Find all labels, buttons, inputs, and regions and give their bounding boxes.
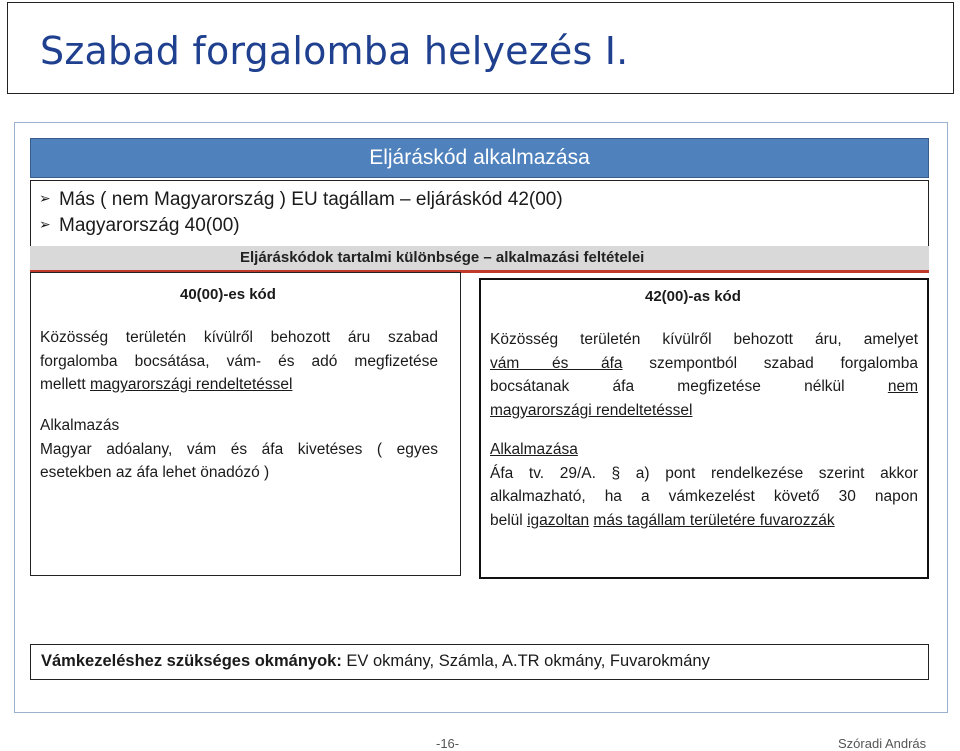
arrow-bullet-icon: ➢	[39, 190, 51, 206]
differences-label: Eljáráskódok tartalmi különbsége – alkalmazási feltételei	[240, 249, 645, 266]
arrow-bullet-icon: ➢	[39, 216, 51, 232]
usage-list	[30, 180, 929, 248]
code-40-application: Alkalmazás Magyar adóalany, vám és áfa kivetéses ( egyes esetekben az áfa lehet önadózó )	[40, 414, 438, 485]
code-42-application: Alkalmazása Áfa tv. 29/A. § a) pont rendelkezése szerint akkor alkalmazható, ha a vámkezelést követő 30 napon belül igazoltan más tagállam területére fuvarozzák	[490, 438, 918, 532]
title-box	[7, 2, 954, 94]
code-40-application-title: Alkalmazás	[40, 417, 120, 434]
section-header	[30, 138, 929, 178]
usage-item: ➢ Más ( nem Magyarország ) EU tagállam – eljáráskód 42(00)	[39, 189, 563, 210]
required-documents: Vámkezeléshez szükséges okmányok: EV okmány, Számla, A.TR okmány, Fuvarokmány	[41, 652, 710, 670]
section-header-text: Eljáráskód alkalmazása	[369, 146, 590, 169]
code-42-description: Közösség területén kívülről behozott áru, amelyet vám és áfa szempontból szabad forgalomba bocsátanak áfa megfizetése nélkül nem magyarországi rendeltetéssel	[490, 331, 918, 419]
code-42-title: 42(00)-as kód	[645, 288, 741, 305]
required-documents-box	[30, 644, 929, 680]
usage-item: ➢ Magyarország 40(00)	[39, 215, 240, 236]
code-40-title: 40(00)-es kód	[180, 286, 276, 303]
code-42-application-title: Alkalmazása	[490, 441, 578, 458]
code-40-description: Közösség területén kívülről behozott áru szabad forgalomba bocsátása, vám- és adó megfizetése mellett magyarországi rendeltetéssel	[40, 329, 438, 393]
code-42-panel	[479, 278, 929, 579]
page-number: -16-	[436, 736, 460, 751]
slide-title: Szabad forgalomba helyezés I.	[40, 29, 629, 73]
differences-bar	[30, 246, 929, 273]
author-name: Szóradi András	[838, 736, 927, 751]
